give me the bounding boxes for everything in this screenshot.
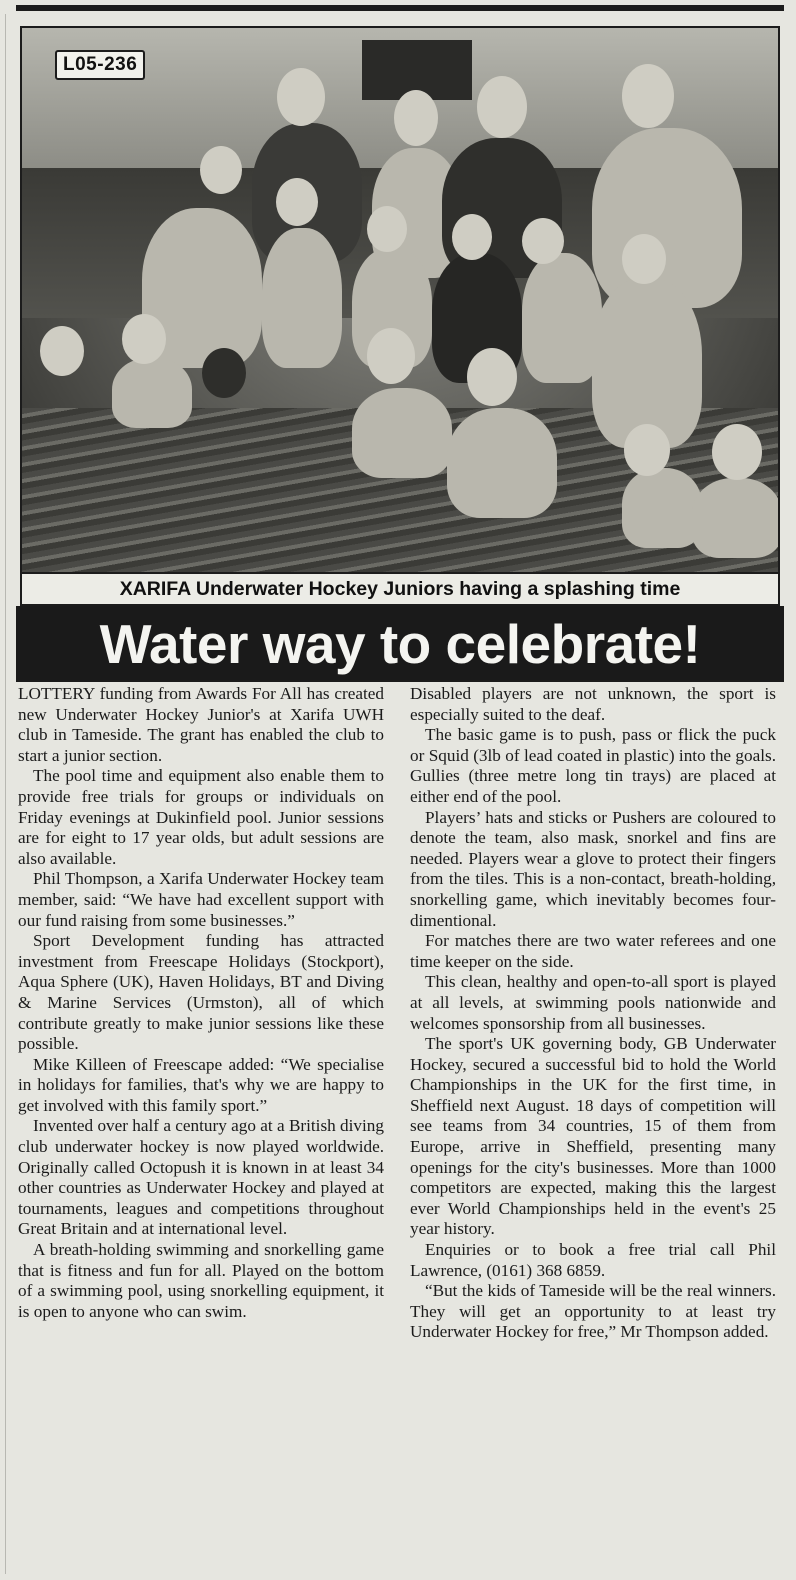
swimmer-head — [522, 218, 564, 264]
adult-head — [394, 90, 438, 146]
swimmer-head — [712, 424, 762, 480]
swimmer-figure — [592, 278, 702, 448]
column-rule — [5, 14, 6, 1574]
headline: Water way to celebrate! — [16, 606, 784, 682]
swimmer-head — [40, 326, 84, 376]
swimmer-figure — [692, 478, 780, 558]
swimmer-head — [367, 328, 415, 384]
team-photo — [20, 26, 780, 574]
swimmer-figure — [447, 408, 557, 518]
paragraph: Mike Killeen of Freescape added: “We specialise in holidays for families, that's why we are happy to get involved with this family sport.” — [18, 1054, 384, 1115]
paragraph: This clean, healthy and open-to-all sport is played at all levels, at swimming pools nationwide and welcomes sponsorship from all businesses. — [410, 972, 776, 1033]
paragraph: Players’ hats and sticks or Pushers are coloured to denote the team, also mask, snorkel and fins are needed. Players wear a glove to protect their fingers from the tiles. This is a non-contact, breath-holding, snorkelling game, which inevitably becomes four-dimentional. — [410, 807, 776, 930]
swimmer-figure — [522, 253, 602, 383]
paragraph: The pool time and equipment also enable them to provide free trials for groups or individuals on Friday evenings at Dukinfield pool. Junior sessions are for eight to 17 year olds, but adult sessions are also available. — [18, 766, 384, 868]
swimmer-head — [122, 314, 166, 364]
top-rule — [16, 5, 784, 11]
paragraph: Enquiries or to book a free trial call Phil Lawrence, (0161) 368 6859. — [410, 1240, 776, 1280]
paragraph: A breath-holding swimming and snorkelling game that is fitness and fun for all. Played on the bottom of a swimming pool, using snorkelling equipment, it is open to anyone who can swim. — [18, 1240, 384, 1321]
swimmer-figure — [622, 468, 702, 548]
paragraph: The sport's UK governing body, GB Underwater Hockey, secured a successful bid to hold the World Championships in the UK for the first time, in Sheffield next August. 18 days of competition will see teams from 34 countries, 15 of them from Europe, arrive in Sheffield, presenting many openings for the city's businesses. More than 1000 competitors are expected, making this the largest ever World Championships held in the event's 25 year history. — [410, 1034, 776, 1239]
paragraph: Phil Thompson, a Xarifa Underwater Hockey team member, said: “We have had excellent support with our fund raising from some businesses.” — [18, 869, 384, 930]
article-column-right — [410, 684, 776, 1574]
paragraph: The basic game is to push, pass or flick the puck or Squid (3lb of lead coated in plastic) into the goals. Gullies (three metre long tin trays) are placed at either end of the pool. — [410, 725, 776, 806]
swimmer-head — [622, 234, 666, 284]
adult-head — [477, 76, 527, 138]
swimmer-head — [202, 348, 246, 398]
swimmer-head — [276, 178, 318, 226]
adult-head — [277, 68, 325, 126]
paragraph: Invented over half a century ago at a British diving club underwater hockey is now played worldwide. Originally called Octopush it is known in at least 34 other countries as Underwater Hockey and played at tournaments, leagues and competitions throughout Great Britain and at international level. — [18, 1116, 384, 1239]
swimmer-figure — [352, 388, 452, 478]
paragraph: For matches there are two water referees and one time keeper on the side. — [410, 931, 776, 971]
swimmer-head — [467, 348, 517, 406]
swimmer-head — [367, 206, 407, 252]
photo-id-label: L05-236 — [55, 50, 145, 80]
swimmer-figure — [112, 358, 192, 428]
paragraph: LOTTERY funding from Awards For All has created new Underwater Hockey Junior's at Xarifa UWH club in Tameside. The grant has enabled the club to start a junior section. — [18, 684, 384, 765]
photo-caption: XARIFA Underwater Hockey Juniors having a splashing time — [20, 574, 780, 606]
paragraph: Sport Development funding has attracted investment from Freescape Holidays (Stockport), Aqua Sphere (UK), Haven Holidays, BT and Diving & Marine Services (Urmston), all of which contribute greatly to make junior sessions like these possible. — [18, 931, 384, 1054]
adult-head — [622, 64, 674, 128]
swimmer-head — [624, 424, 670, 476]
article-column-left — [18, 684, 384, 1574]
paragraph: Disabled players are not unknown, the sport is especially suited to the deaf. — [410, 684, 776, 724]
swimmer-figure — [262, 228, 342, 368]
swimmer-head — [200, 146, 242, 194]
paragraph: “But the kids of Tameside will be the real winners. They will get an opportunity to at least try Underwater Hockey for free,” Mr Thompson added. — [410, 1281, 776, 1342]
swimmer-head — [452, 214, 492, 260]
